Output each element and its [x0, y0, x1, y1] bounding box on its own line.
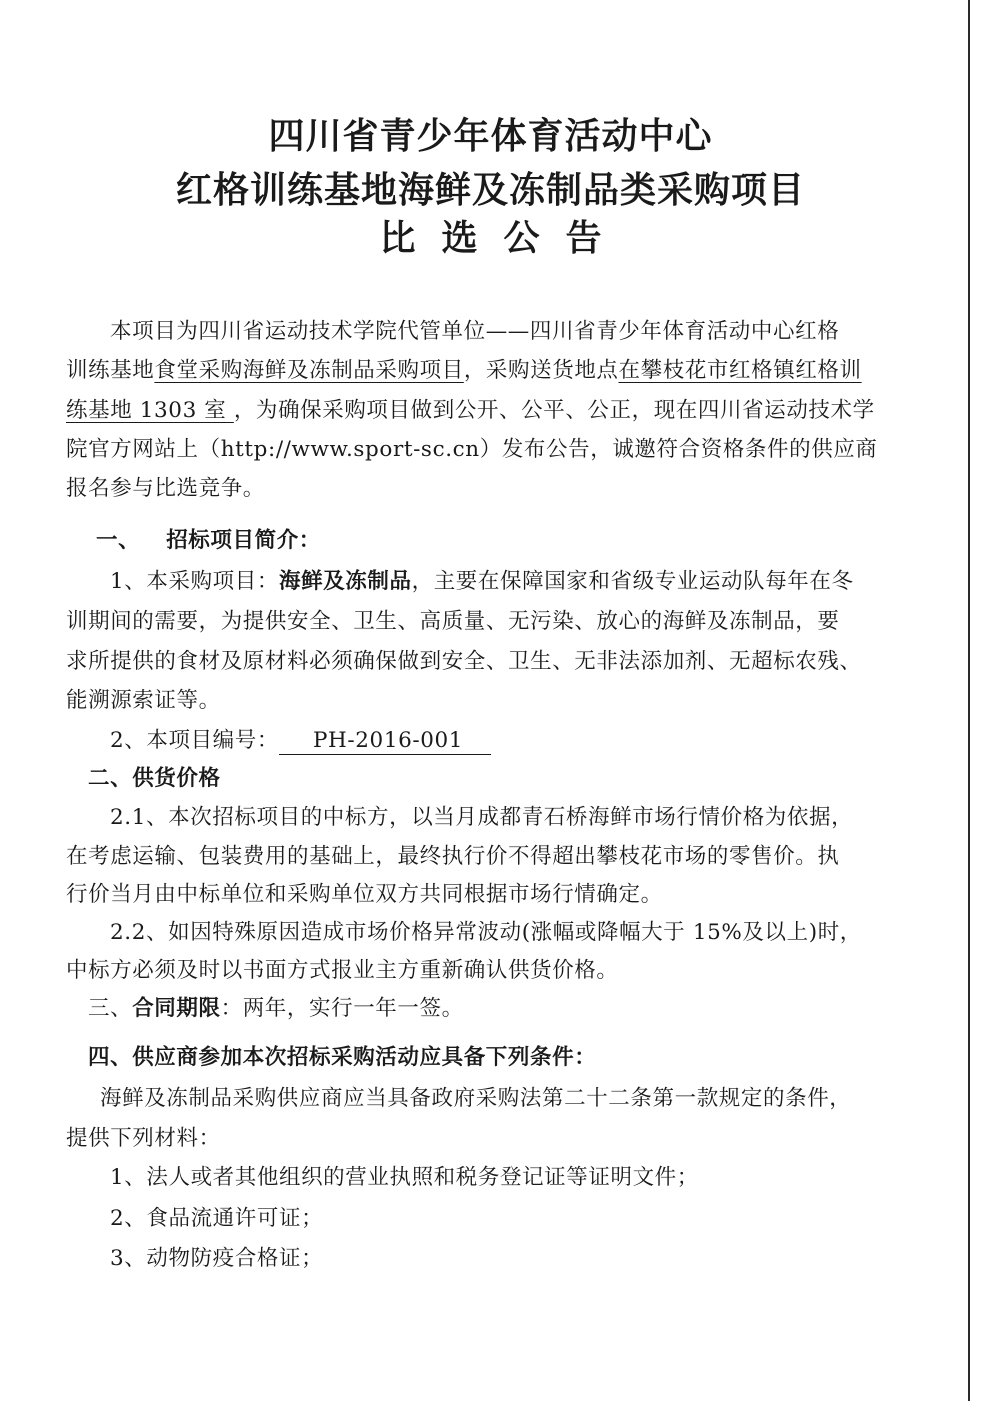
section-2-para-2-line-1: 2.2、如因特殊原因造成市场价格异常波动(涨幅或降幅大于 15%及以上)时，	[110, 920, 862, 945]
intro-text: 训练基地	[66, 358, 155, 383]
section-2-para-1-line-1: 2.1、本次招标项目的中标方，以当月成都青石桥海鲜市场行情价格为依据，	[110, 805, 854, 830]
requirement-item-1: 1、法人或者其他组织的营业执照和税务登记证等证明文件；	[110, 1165, 699, 1190]
para-text: 1、本采购项目：	[110, 569, 279, 594]
delivery-room-underlined: 练基地 1303 室	[66, 398, 234, 423]
requirement-item-3: 3、动物防疫合格证；	[110, 1246, 324, 1271]
section-1-para-1-line-1	[110, 567, 854, 597]
intro-line-2	[66, 356, 862, 386]
project-name-underlined: 食堂采购海鲜及冻制品采购项目	[154, 358, 464, 383]
project-number-label: 2、本项目编号：	[110, 728, 279, 753]
intro-text: ，为确保采购项目做到公开、公平、公正，现在四川省运动技术学	[233, 398, 875, 423]
section-4-heading: 四、供应商参加本次招标采购活动应具备下列条件：	[88, 1045, 597, 1070]
section-3-heading: 合同期限	[132, 996, 221, 1021]
intro-line-4: 院官方网站上（http://www.sport-sc.cn）发布公告，诚邀符合资格条件的供应商	[66, 437, 878, 462]
section-2-para-1-line-2: 在考虑运输、包装费用的基础上，最终执行价不得超出攀枝花市场的零售价。执	[66, 844, 840, 869]
section-3-text: ：两年，实行一年一签。	[220, 996, 464, 1021]
intro-line-3	[66, 396, 875, 426]
section-1-para-1-line-3: 求所提供的食材及原材料必须确保做到安全、卫生、无非法添加剂、无超标农残、	[66, 649, 862, 674]
section-1-title: 招标项目简介：	[166, 528, 321, 553]
intro-text: ，采购送货地点	[463, 358, 619, 383]
section-1-number: 一、	[96, 528, 141, 553]
intro-line-5: 报名参与比选竞争。	[66, 476, 265, 501]
section-2-para-1-line-3: 行价当月由中标单位和采购单位双方共同根据市场行情确定。	[66, 882, 663, 907]
section-1-heading	[96, 526, 321, 556]
section-3-number: 三、	[88, 996, 133, 1021]
document-title-line-2: 红格训练基地海鲜及冻制品类采购项目	[175, 170, 805, 211]
section-2-para-2-line-2: 中标方必须及时以书面方式报业主方重新确认供货价格。	[66, 958, 619, 983]
section-3-line	[88, 994, 464, 1024]
requirement-item-2: 2、食品流通许可证；	[110, 1206, 324, 1231]
para-text: ，主要在保障国家和省级专业运动队每年在冬	[411, 569, 854, 594]
document-title-line-1: 四川省青少年体育活动中心	[268, 116, 713, 157]
document-title-line-3: 比选公告	[379, 218, 628, 259]
delivery-location-underlined: 在攀枝花市红格镇红格训	[618, 358, 862, 383]
section-1-para-1-line-2: 训期间的需要，为提供安全、卫生、高质量、无污染、放心的海鲜及冻制品，要	[66, 609, 840, 634]
project-number-value: PH-2016-001	[279, 728, 491, 755]
section-4-para-line-2: 提供下列材料：	[66, 1126, 221, 1151]
project-number-line	[110, 726, 491, 756]
section-1-para-1-line-4: 能溯源索证等。	[66, 688, 221, 713]
intro-line-1: 本项目为四川省运动技术学院代管单位——四川省青少年体育活动中心红格	[110, 319, 840, 344]
section-4-para-line-1: 海鲜及冻制品采购供应商应当具备政府采购法第二十二条第一款规定的条件，	[100, 1086, 852, 1111]
item-highlight: 海鲜及冻制品	[278, 569, 412, 594]
section-2-heading: 二、供货价格	[88, 766, 221, 791]
